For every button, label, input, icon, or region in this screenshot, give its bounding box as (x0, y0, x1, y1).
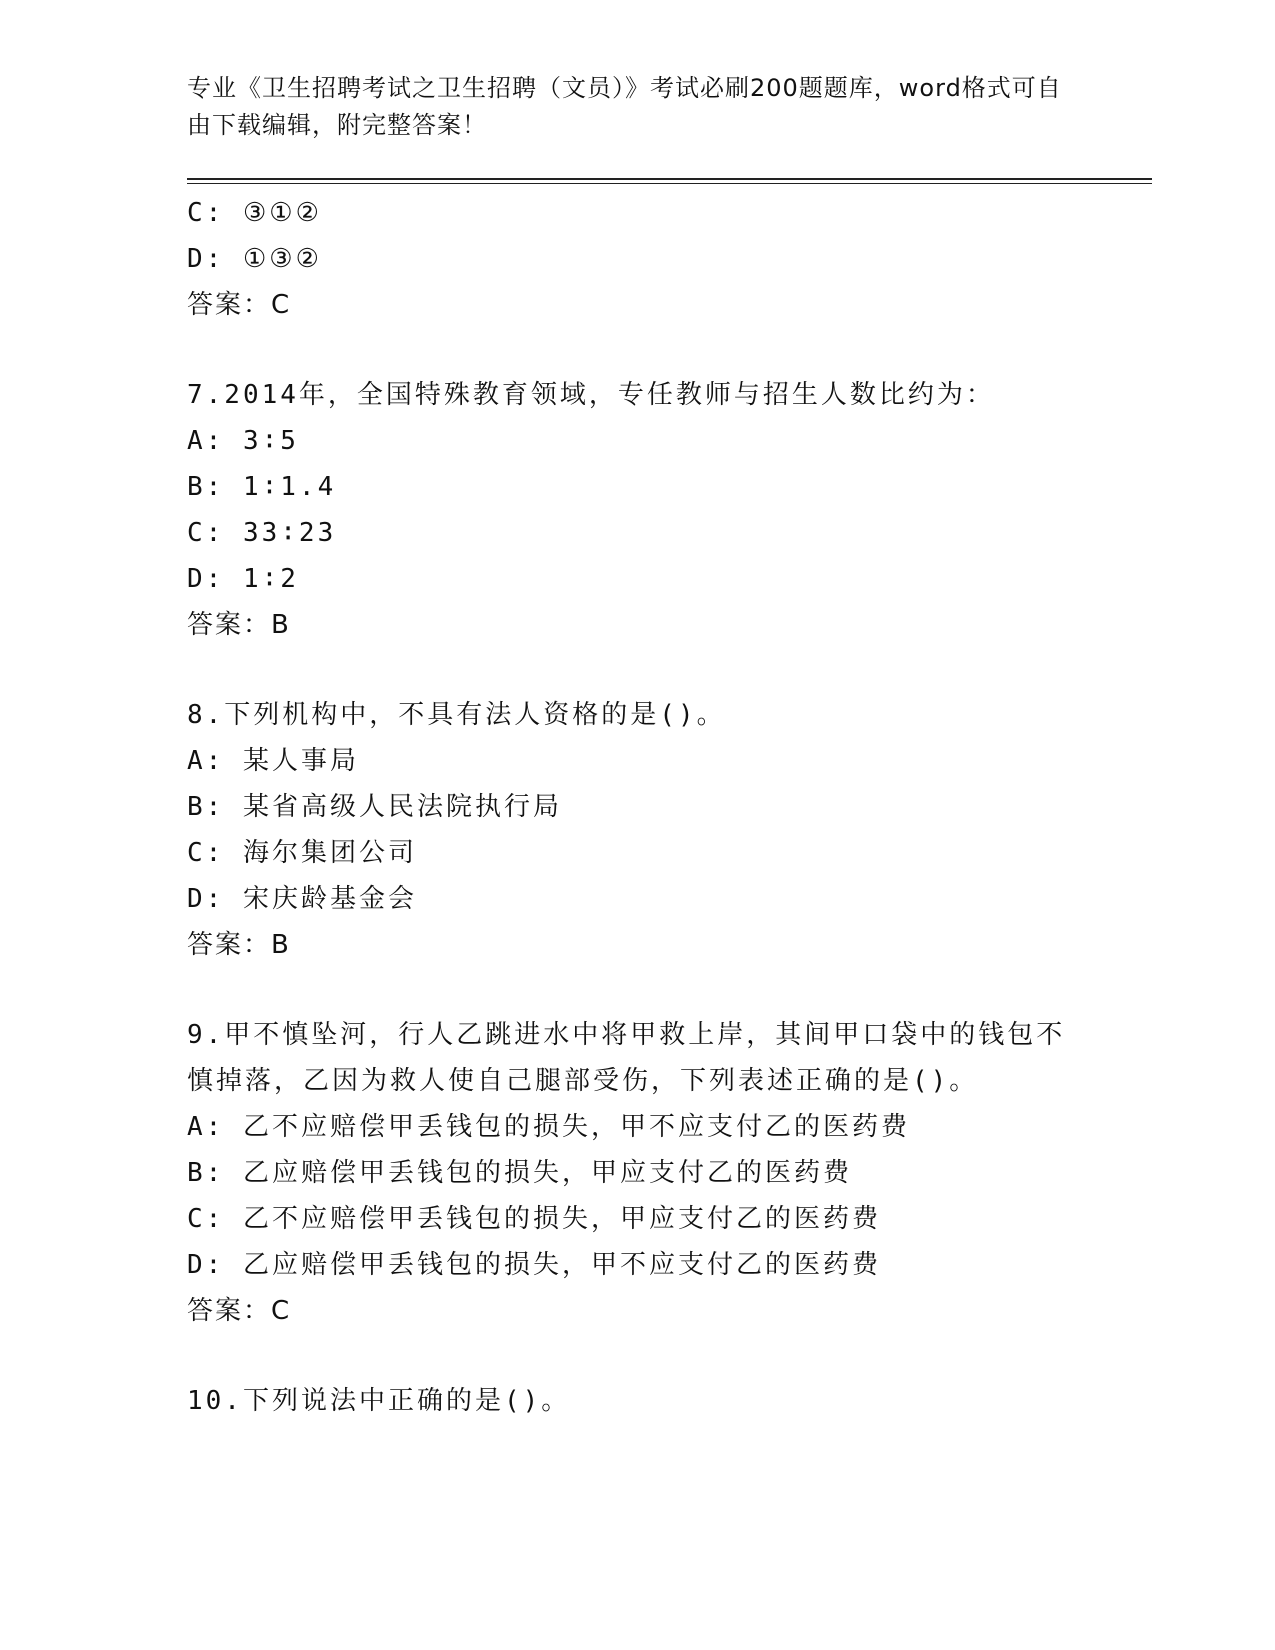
question-10 (187, 1378, 1087, 1424)
answer: 答案：B (187, 930, 291, 960)
question-stem: 9.甲不慎坠河，行人乙跳进水中将甲救上岸，其间甲口袋中的钱包不慎掉落，乙因为救人使自己腿部受伤，下列表述正确的是()。 (187, 1020, 1066, 1096)
option-a: A: 某人事局 (187, 746, 359, 776)
option-b: B: 1∶1.4 (187, 472, 337, 502)
option-b: B: 乙应赔偿甲丢钱包的损失，甲应支付乙的医药费 (187, 1158, 852, 1188)
page-header: 专业《卫生招聘考试之卫生招聘（文员）》考试必刷200题题库，word格式可自由下载编辑，附完整答案！ (187, 74, 1062, 139)
question-8 (187, 692, 1087, 968)
option-c: C: 海尔集团公司 (187, 838, 417, 868)
answer: 答案：C (187, 1296, 292, 1326)
answer: 答案：C (187, 290, 292, 320)
option-d: D: 1∶2 (187, 564, 299, 594)
question-6-tail (187, 190, 1087, 328)
option-c: C: 33∶23 (187, 518, 337, 548)
question-stem: 10.下列说法中正确的是()。 (187, 1386, 571, 1416)
header-rule-thin (187, 183, 1152, 184)
option-d: D: 宋庆龄基金会 (187, 884, 417, 914)
answer: 答案：B (187, 610, 291, 640)
option-a: A: 乙不应赔偿甲丢钱包的损失，甲不应支付乙的医药费 (187, 1112, 910, 1142)
question-stem: 7.2014年，全国特殊教育领域，专任教师与招生人数比约为： (187, 380, 995, 410)
option-c: C: ③①② (187, 198, 322, 228)
question-9 (187, 1012, 1087, 1334)
option-d: D: 乙应赔偿甲丢钱包的损失，甲不应支付乙的医药费 (187, 1250, 881, 1280)
question-list (187, 190, 1087, 1424)
option-c: C: 乙不应赔偿甲丢钱包的损失，甲应支付乙的医药费 (187, 1204, 881, 1234)
option-d: D: ①③② (187, 244, 322, 274)
question-stem: 8.下列机构中，不具有法人资格的是()。 (187, 700, 726, 730)
option-b: B: 某省高级人民法院执行局 (187, 792, 562, 822)
option-a: A: 3∶5 (187, 426, 299, 456)
header-rule-thick (187, 178, 1152, 180)
question-7 (187, 372, 1087, 648)
